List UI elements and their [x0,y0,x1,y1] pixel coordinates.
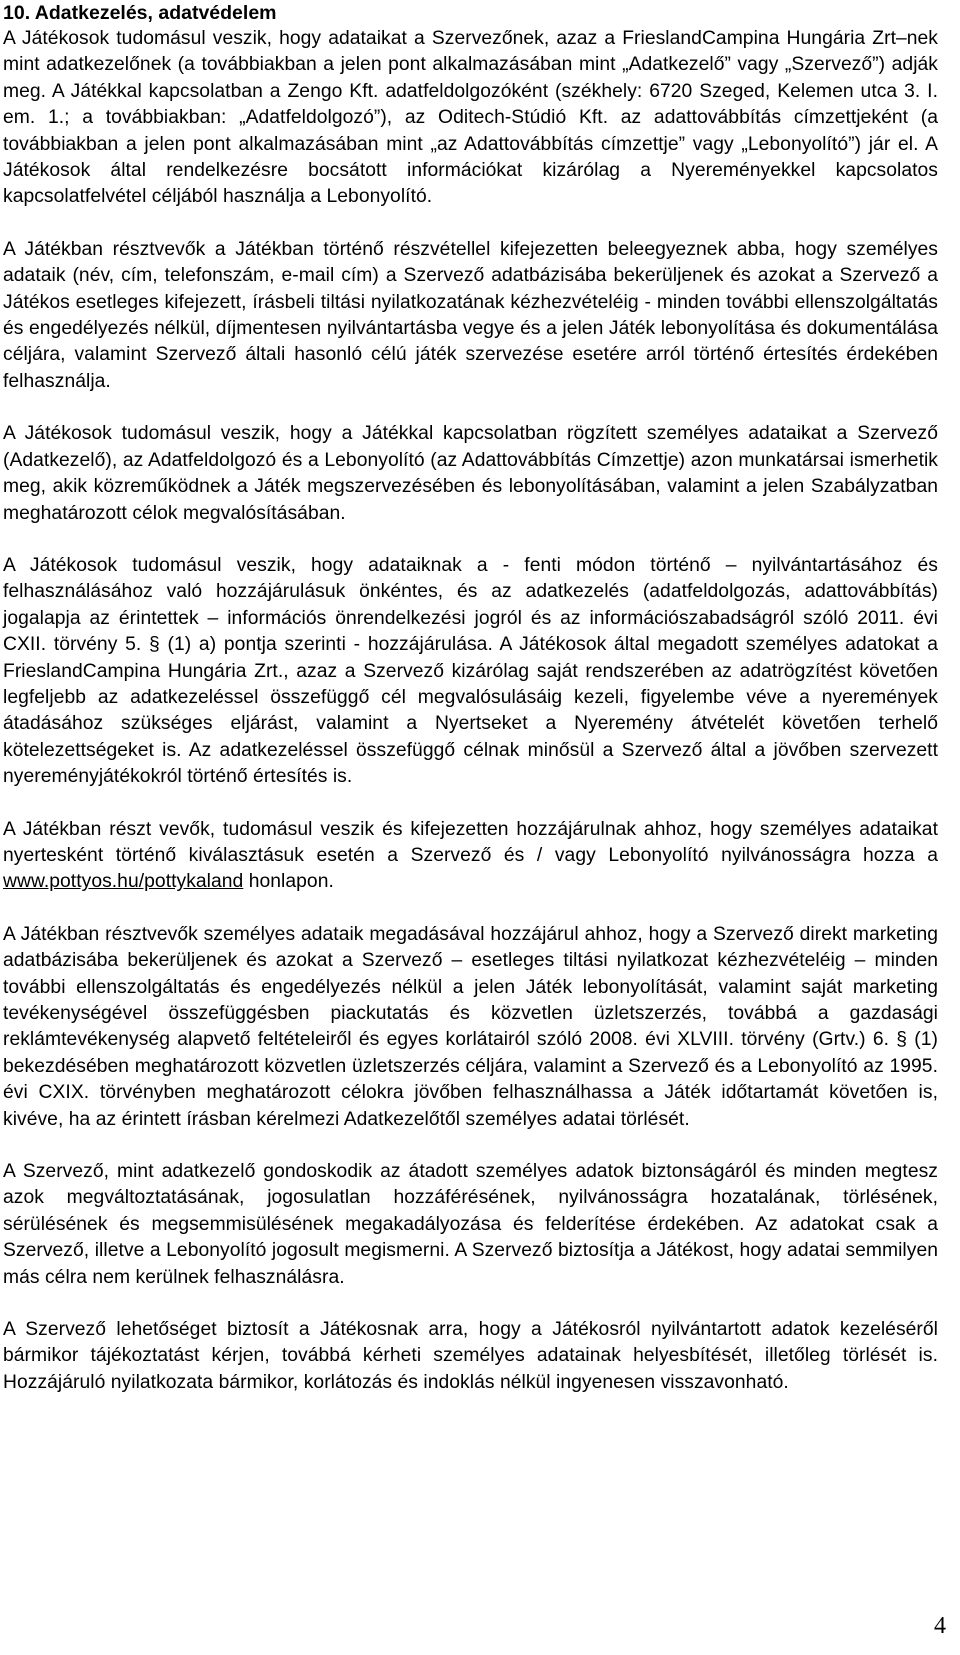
paragraph-7: A Szervező, mint adatkezelő gondoskodik az átadott személyes adatok biztonságáról és minden megtesz azok megváltoztatásának, jogosulatlan hozzáférésének, nyilvánosságra hozatalának, törlésének, sérülésének és megsemmisülésének megakadályozása és felderítése érdekében. Az adatokat csak a Szervező, illetve a Lebonyolító jogosult megismerni. A Szervező biztosítja a Játékost, hogy adatai semmilyen más célra nem kerülnek felhasználásra. [3,1161,938,1288]
paragraph-1: A Játékosok tudomásul veszik, hogy adataikat a Szervezőnek, azaz a FrieslandCampina Hungária Zrt–nek mint adatkezelőnek (a továbbiakban a jelen pont alkalmazásában mint „Adatkezelő” vagy „Szervező”) adják meg. A Játékkal kapcsolatban a Zengo Kft. adatfeldolgozóként (székhely: 6720 Szeged, Kelemen utca 3. I. em. 1.; a továbbiakban: „Adatfeldolgozó”), az Oditech-Stúdió Kft. az adattovábbítás címzettjeként (a továbbiakban a jelen pont alkalmazásában mint „az Adattovábbítás címzettje” vagy „Lebonyolító”) jár el. A Játékosok által rendelkezésre bocsátott információkat kizárólag a Nyereményekkel kapcsolatos kapcsolatfelvétel céljából használja a Lebonyolító. [3,28,938,208]
pottyos-website-link[interactable]: www.pottyos.hu/pottykaland [3,871,244,893]
paragraph-4: A Játékosok tudomásul veszik, hogy adataiknak a - fenti módon történő – nyilvántartásához és felhasználásához való hozzájárulásuk önkéntes, és az adatkezelés (adatfeldolgozás, adattovábbítás) jogalapja az érintettek – információs önrendelkezési jogról és az információszabadságról szóló 2011. évi CXII. törvény 5. § (1) a) pontja szerinti - hozzájárulása. A Játékosok által megadott személyes adatokat a FrieslandCampina Hungária Zrt., azaz a Szervező kizárólag saját rendszerében az adatrögzítést követően legfeljebb az adatkezeléssel összefüggő cél megvalósulásáig kezeli, figyelembe véve a nyeremények átadásához szükséges eljárást, valamint a Nyertseket a Nyeremény átvételét követően terhelő kötelezettségeket is. Az adatkezeléssel összefüggő célnak minősül a Szervező által a jövőben szervezett nyereményjátékokról történő értesítés is. [3,554,938,788]
section-heading: 10. Adatkezelés, adatvédelem [3,2,277,24]
paragraph-6: A Játékban résztvevők személyes adataik megadásával hozzájárul ahhoz, hogy a Szervező direkt marketing adatbázisába bekerüljenek és azokat a Szervező – esetleges tiltási nyilatkozat kézhezvételéig – minden további ellenszolgáltatás és engedélyezés nélkül a jelen Játék lebonyolítását, valamint saját marketing tevékenységével összefüggésben piackutatás és közvetlen üzletszerzés, továbbá a gazdasági reklámtevékenység alapvető feltételeiről és egyes korlátairól szóló 2008. évi XLVIII. törvény (Grtv.) 6. § (1) bekezdésében meghatározott közvetlen üzletszerzés céljára, valamint a Szervező és a Lebonyolító az 1995. évi CXIX. törvényben meghatározott célokra jövőben felhasználhassa a Játék időtartamát követően is, kivéve, ha az érintett írásban kérelmezi Adatkezelőtől személyes adatai törlését. [3,923,938,1130]
page-number: 4 [934,1613,946,1639]
paragraph-5 [3,817,938,896]
paragraph-8: A Szervező lehetőséget biztosít a Játékosnak arra, hogy a Játékosról nyilvántartott adatok kezeléséről bármikor tájékoztatást kérjen, továbbá kérheti személyes adatainak helyesbítését, illetőleg törlését is. Hozzájáruló nyilatkozata bármikor, korlátozás és indoklás nélkül ingyenesen visszavonható. [3,1319,938,1393]
paragraph-3: A Játékosok tudomásul veszik, hogy a Játékkal kapcsolatban rögzített személyes adataikat a Szervező (Adatkezelő), az Adatfeldolgozó és a Lebonyolító (az Adattovábbítás Címzettje) azon munkatársai ismerhetik meg, akik közreműködnek a Játék megszervezésében és lebonyolításában, valamint a jelen Szabályzatban meghatározott célok megvalósításában. [3,423,938,524]
paragraph-5-text-before-link: A Játékban részt vevők, tudomásul veszik és kifejezetten hozzájárulnak ahhoz, hogy személyes adataikat nyertesként történő kiválasztásuk esetén a Szervező és / vagy Lebonyolító nyilvánosságra hozza a [3,818,938,866]
document-page [3,0,938,1422]
paragraph-2: A Játékban résztvevők a Játékban történő részvétellel kifejezetten beleegyeznek abba, hogy személyes adataik (név, cím, telefonszám, e-mail cím) a Szervező adatbázisába bekerüljenek és azokat a Szervező a Játékos esetleges kifejezett, írásbeli tiltási nyilatkozatának kézhezvételéig - minden további ellenszolgáltatás és engedélyezés nélkül, díjmentesen nyilvántartásba vegye és a jelen Játék lebonyolítása és dokumentálása céljára, valamint Szervező általi hasonló célú játék szervezése esetére arról történő értesítés érdekében felhasználja. [3,238,938,392]
paragraph-5-text-after-link: honlapon. [243,871,334,893]
